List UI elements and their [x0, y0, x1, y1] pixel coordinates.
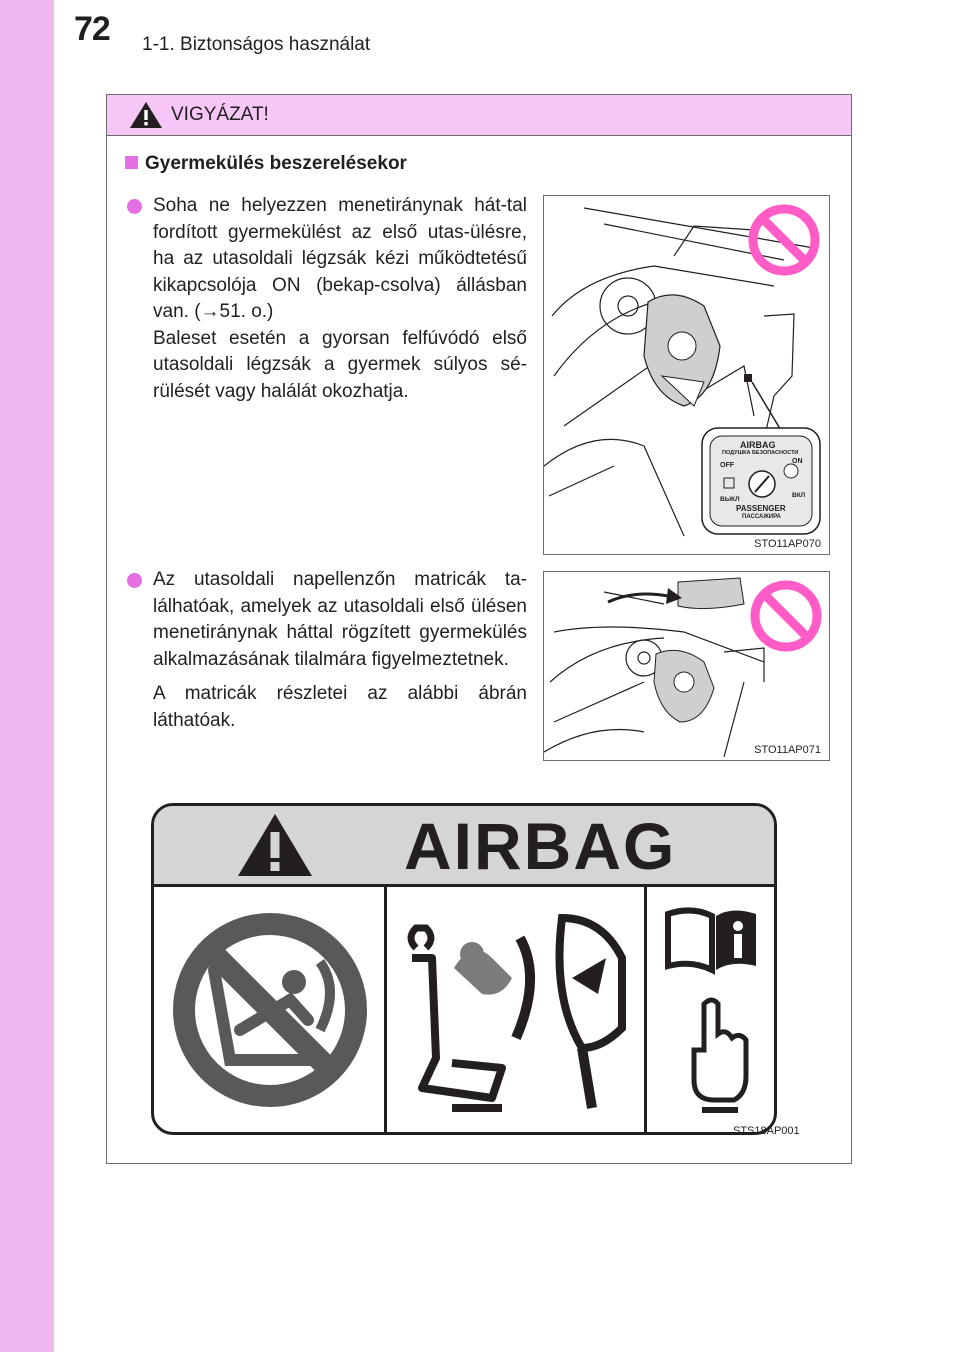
bullet-text: Soha ne helyezzen menetiránynak hát-tal fordított gyermekülést az első utas-ülésre, ha az utasoldali légzsák kézi működtetésű kikapcsolója ON (bekap-csolva) állásban van. (→51. o.)	[153, 195, 527, 322]
bullet-item	[127, 193, 527, 405]
bullet-dot-icon	[127, 573, 142, 588]
figure-code: STO11AP070	[754, 538, 821, 550]
switch-passenger-ru-label: ПАССАЖИРА	[742, 514, 781, 520]
bullet-text: Az utasoldali napellenzőn matricák ta-lálhatóak, amelyek az utasoldali első ülésen menetiránynak háttal rögzített gyermekülés alkalmazásának tilalmára figyelmeztetnek.	[153, 569, 527, 670]
warning-triangle-icon	[129, 101, 163, 129]
switch-off-ru-label: ВЫКЛ	[720, 496, 740, 503]
warning-label: VIGYÁZAT!	[171, 104, 269, 125]
figure-sun-visor-sticker	[543, 571, 830, 761]
bullet-text: A matricák részletei az alábbi ábrán láthatóak.	[153, 683, 527, 731]
figure-child-seat-airbag-switch	[543, 195, 830, 555]
bullet-text: Baleset esetén a gyorsan felfúvódó első utasoldali légzsák a gyermek súlyos sé-rülését vagy halálát okozhatja.	[153, 327, 527, 402]
prohibit-icon	[755, 585, 817, 647]
read-manual-icon	[654, 900, 774, 1130]
square-bullet-icon	[125, 156, 138, 169]
no-rear-facing-child-seat-icon	[170, 910, 370, 1110]
section-title: 1-1. Biztonságos használat	[142, 34, 371, 55]
warning-triangle-icon	[236, 812, 314, 878]
figure-code: STS18AP001	[733, 1125, 800, 1137]
switch-title: AIRBAG	[740, 440, 776, 450]
divider	[384, 884, 387, 1135]
prohibit-icon	[753, 209, 815, 271]
airbag-sticker	[151, 803, 777, 1135]
airbag-sticker-header	[154, 806, 774, 887]
bullet-dot-icon	[127, 199, 142, 214]
airbag-deploy-icon	[392, 898, 642, 1128]
car-interior-illustration	[544, 196, 830, 555]
switch-passenger-label: PASSENGER	[736, 504, 786, 513]
switch-off-label: OFF	[720, 462, 734, 469]
switch-on-ru-label: ВКЛ	[792, 492, 806, 499]
divider	[644, 884, 647, 1135]
switch-on-label: ON	[792, 458, 803, 465]
airbag-word: AIRBAG	[404, 809, 677, 883]
page-number: 72	[74, 10, 110, 48]
side-strip	[0, 0, 54, 1352]
subheading: Gyermekülés beszerelésekor	[125, 153, 407, 175]
sun-visor-illustration	[544, 572, 830, 761]
warning-box	[106, 94, 852, 1164]
switch-subtitle: ПОДУШКА БЕЗОПАСНОСТИ	[722, 450, 799, 456]
figure-code: STO11AP071	[754, 744, 821, 756]
warning-header	[107, 95, 851, 136]
bullet-item	[127, 567, 527, 734]
